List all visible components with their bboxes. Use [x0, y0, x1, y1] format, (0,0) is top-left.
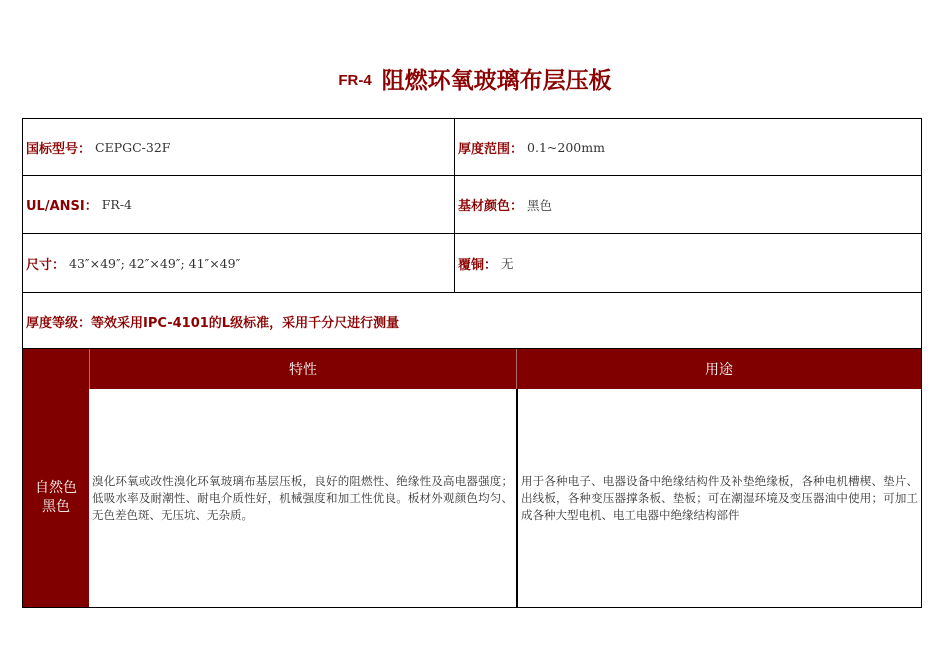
size-value: 43″×49″; 42″×49″; 41″×49″: [69, 255, 241, 271]
info-row-ul: [23, 176, 921, 234]
uses-text: 用于各种电子、电器设备中绝缘结构件及补垫绝缘板，各种电机槽楔、垫片、出线板，各种变压器撑条板、垫板；可在潮湿环境及变压器油中使用；可加工成各种大型电机、电工电器中绝缘结构部件: [516, 389, 921, 607]
ul-ansi-value: FR-4: [101, 197, 132, 212]
spec-table: [22, 348, 922, 608]
base-color-value: 黑色: [527, 197, 553, 213]
thickness-range-label: 厚度范围：: [458, 141, 524, 157]
copper-value: 无: [501, 256, 514, 271]
spec-header-uses: 用途: [516, 349, 921, 389]
size-label: 尺寸：: [26, 257, 66, 273]
spec-row-label: 自然色 黑色: [23, 389, 89, 607]
thickness-range-cell: [455, 119, 921, 175]
info-row-model: [23, 119, 921, 176]
properties-text: 溴化环氧或改性溴化环氧玻璃布基层压板，良好的阻燃性、绝缘性及高电器强度；低吸水率及耐潮性、耐电介质性好，机械强度和加工性优良。板材外观颜色均匀、无色差色斑、无压坑、无杂质。: [92, 473, 513, 522]
ul-ansi-label: UL/ANSI：: [26, 199, 98, 214]
product-name: 阻燃环氧玻璃布层压板: [381, 68, 612, 94]
info-row-size: [23, 234, 921, 293]
size-cell: [23, 234, 455, 292]
spec-header-properties: 特性: [89, 349, 516, 389]
product-code: FR-4: [338, 72, 372, 89]
page-title: [0, 62, 950, 95]
spec-header-blank: [23, 349, 89, 389]
model-label: 国标型号：: [26, 141, 92, 157]
ul-ansi-cell: [23, 176, 455, 233]
copper-cell: [455, 234, 921, 292]
thickness-range-value: 0.1~200mm: [527, 139, 605, 155]
base-color-label: 基材颜色：: [458, 199, 524, 214]
copper-label: 覆铜：: [458, 257, 498, 273]
base-color-cell: [455, 176, 921, 233]
model-cell: [23, 119, 455, 175]
thickness-grade: 厚度等级：等效采用IPC-4101的L级标准，采用千分尺进行测量: [26, 315, 400, 331]
info-table: [22, 118, 922, 348]
model-value: CEPGC-32F: [95, 139, 171, 155]
